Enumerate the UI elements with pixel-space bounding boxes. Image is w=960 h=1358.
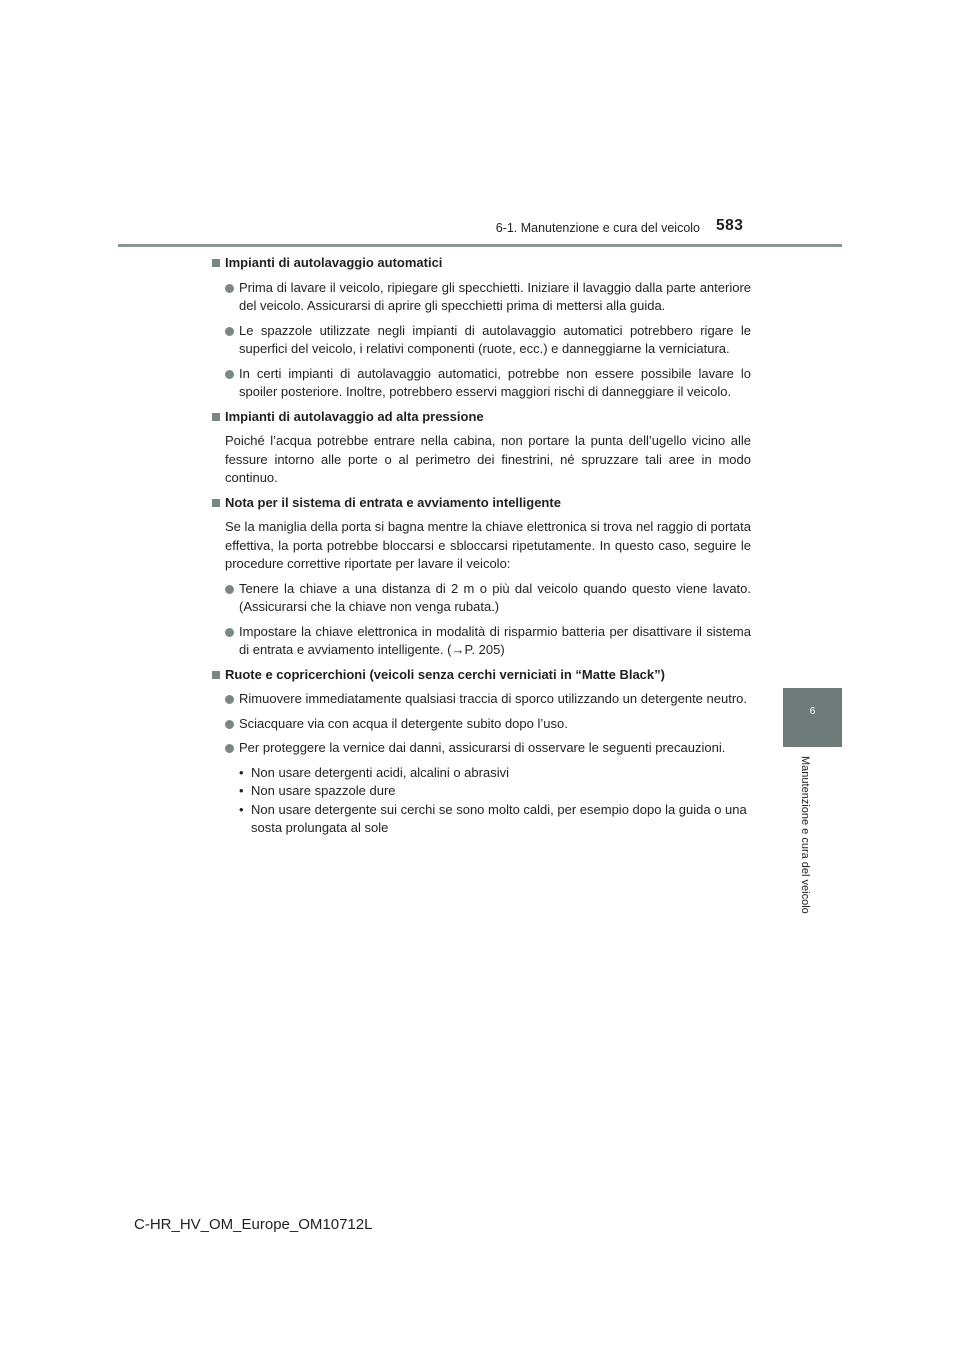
section-wheels	[211, 666, 751, 838]
section-high-pressure-wash	[211, 408, 751, 488]
list-item: Tenere la chiave a una distanza di 2 m o più dal veicolo quando questo viene lavato. (Assicurarsi che la chiave non venga rubata.)	[211, 580, 751, 617]
square-bullet-icon	[212, 499, 220, 507]
middle-dot-icon: •	[239, 764, 244, 780]
section-paragraph: Poiché l’acqua potrebbe entrare nella cabina, non portare la punta dell’ugello vicino alle fessure intorno alle porte o al perimetro dei finestrini, né spruzzare tali aree in modo continuo.	[225, 433, 751, 485]
list-item: Per proteggere la vernice dai danni, assicurarsi di osservare le seguenti precauzioni.	[211, 739, 751, 758]
section-title: Ruote e copricerchioni (veicoli senza cerchi verniciati in “Matte Black”)	[211, 666, 751, 685]
section-automatic-car-wash	[211, 254, 751, 402]
circle-bullet-icon	[225, 695, 234, 704]
section-paragraph: Se la maniglia della porta si bagna mentre la chiave elettronica si trova nel raggio di portata effettiva, la porta potrebbe bloccarsi e sbloccarsi ripetutamente. In questo caso, seguire le procedure correttive riportate per lavare il veicolo:	[225, 519, 751, 571]
list-item: Prima di lavare il veicolo, ripiegare gli specchietti. Iniziare il lavaggio dalla parte anteriore del veicolo. Assicurarsi di aprire gli specchietti prima di mettersi alla guida.	[211, 279, 751, 316]
sub-list-item: • Non usare detergente sui cerchi se sono molto caldi, per esempio dopo la guida o una sosta prolungata al sole	[239, 801, 747, 835]
circle-bullet-icon	[225, 327, 234, 336]
chapter-side-label	[797, 756, 811, 946]
middle-dot-icon: •	[239, 801, 244, 817]
circle-bullet-icon	[225, 720, 234, 729]
square-bullet-icon	[212, 671, 220, 679]
page-number: 583	[716, 217, 744, 234]
chapter-side-label-text: Manutenzione e cura del veicolo	[799, 756, 811, 914]
running-header-section: 6-1. Manutenzione e cura del veicolo	[495, 221, 700, 235]
sub-list-item: • Non usare spazzole dure	[239, 782, 751, 801]
middle-dot-icon: •	[239, 783, 244, 798]
page-content	[211, 254, 751, 844]
section-title: Impianti di autolavaggio automatici	[211, 254, 751, 273]
chapter-tab	[783, 688, 842, 747]
list-item: Sciacquare via con acqua il detergente subito dopo l’uso.	[211, 715, 751, 734]
list-item: Rimuovere immediatamente qualsiasi traccia di sporco utilizzando un detergente neutro.	[211, 690, 751, 709]
square-bullet-icon	[212, 259, 220, 267]
sub-list-item: • Non usare detergenti acidi, alcalini o abrasivi	[239, 764, 751, 783]
square-bullet-icon	[212, 413, 220, 421]
section-smart-entry-note	[211, 494, 751, 660]
precaution-list	[211, 764, 751, 838]
section-title: Impianti di autolavaggio ad alta pressione	[211, 408, 751, 427]
circle-bullet-icon	[225, 585, 234, 594]
circle-bullet-icon	[225, 628, 234, 637]
list-item: Impostare la chiave elettronica in modalità di risparmio batteria per disattivare il sistema di entrata e avviamento intelligente. (→P. 205)	[211, 623, 751, 660]
chapter-tab-number: 6	[809, 706, 816, 717]
document-code: C-HR_HV_OM_Europe_OM10712L	[134, 1216, 373, 1233]
list-item: Le spazzole utilizzate negli impianti di autolavaggio automatici potrebbero rigare le superfici del veicolo, i relativi componenti (ruote, ecc.) e danneggiarne la verniciatura.	[211, 322, 751, 359]
circle-bullet-icon	[225, 370, 234, 379]
section-title: Nota per il sistema di entrata e avviamento intelligente	[211, 494, 751, 513]
header-rule	[118, 244, 842, 247]
circle-bullet-icon	[225, 744, 234, 753]
list-item: In certi impianti di autolavaggio automatici, potrebbe non essere possibile lavare lo spoiler posteriore. Inoltre, potrebbero esservi maggiori rischi di danneggiare il veicolo.	[211, 365, 751, 402]
circle-bullet-icon	[225, 284, 234, 293]
